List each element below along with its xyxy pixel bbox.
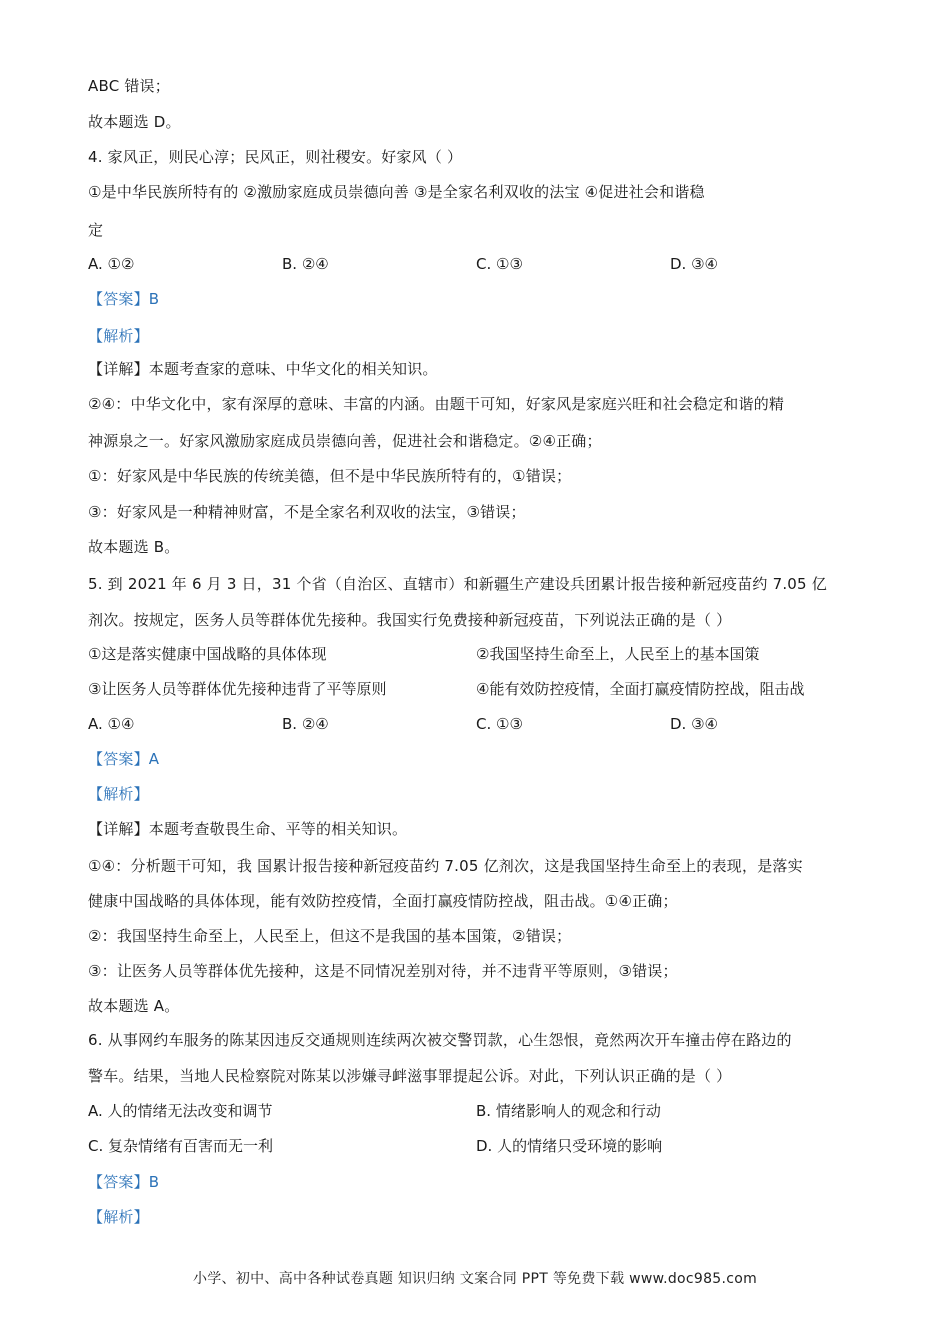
- option-c: C. ①③: [476, 715, 523, 733]
- text-line: ②④：中华文化中，家有深厚的意味、丰富的内涵。由题干可知，好家风是家庭兴旺和社会稳定和谐的精: [88, 395, 785, 413]
- option-b: B. ②④: [282, 715, 329, 733]
- text-line: 定: [88, 221, 104, 239]
- answer-label: 【答案】A: [88, 750, 160, 768]
- option-d: D. ③④: [670, 715, 718, 733]
- option-c: C. 复杂情绪有百害而无一利: [88, 1137, 274, 1155]
- detail-line: 【详解】本题考查敬畏生命、平等的相关知识。: [88, 820, 408, 838]
- text-line: ①：好家风是中华民族的传统美德，但不是中华民族所特有的，①错误；: [88, 467, 572, 485]
- statement-3: ③让医务人员等群体优先接种违背了平等原则: [88, 680, 387, 698]
- text-line: 健康中国战略的具体体现，能有效防控疫情，全面打赢疫情防控战，阻击战。①④正确；: [88, 892, 678, 910]
- text-line: ③：让医务人员等群体优先接种，这是不同情况差别对待，并不违背平等原则，③错误；: [88, 962, 678, 980]
- text-line: 故本题选 A。: [88, 997, 180, 1015]
- option-a: A. ①④: [88, 715, 135, 733]
- text-line: 神源泉之一。好家风激励家庭成员崇德向善，促进社会和谐稳定。②④正确；: [88, 432, 602, 450]
- analysis-label: 【解析】: [88, 327, 149, 345]
- text-line: ABC 错误；: [88, 77, 170, 95]
- question-5-stem: 剂次。按规定，医务人员等群体优先接种。我国实行免费接种新冠疫苗，下列说法正确的是（ ）: [88, 611, 732, 629]
- text-line: ③：好家风是一种精神财富，不是全家名利双收的法宝，③错误；: [88, 503, 526, 521]
- option-d: D. ③④: [670, 255, 718, 273]
- text-line: ①④：分析题干可知，我 国累计报告接种新冠疫苗约 7.05 亿剂次，这是我国坚持生命至上的表现，是落实: [88, 857, 803, 875]
- statement-1: ①这是落实健康中国战略的具体体现: [88, 645, 327, 663]
- option-d: D. 人的情绪只受环境的影响: [476, 1137, 663, 1155]
- option-b: B. 情绪影响人的观念和行动: [476, 1102, 661, 1120]
- statement-4: ④能有效防控疫情，全面打赢疫情防控战，阻击战: [476, 680, 805, 698]
- detail-line: 【详解】本题考查家的意味、中华文化的相关知识。: [88, 360, 438, 378]
- question-4-stem: 4. 家风正，则民心淳；民风正，则社稷安。好家风（ ）: [88, 148, 463, 166]
- analysis-label: 【解析】: [88, 785, 149, 803]
- page-footer: 小学、初中、高中各种试卷真题 知识归纳 文案合同 PPT 等免费下载 www.doc985.com: [192, 1271, 758, 1287]
- text-line: 故本题选 B。: [88, 538, 180, 556]
- option-c: C. ①③: [476, 255, 523, 273]
- statement-2: ②我国坚持生命至上，人民至上的基本国策: [476, 645, 760, 663]
- question-6-stem: 警车。结果，当地人民检察院对陈某以涉嫌寻衅滋事罪提起公诉。对此，下列认识正确的是（ ）: [88, 1067, 732, 1085]
- answer-label: 【答案】B: [88, 1173, 160, 1191]
- answer-label: 【答案】B: [88, 290, 160, 308]
- question-4-statements: ①是中华民族所特有的 ②激励家庭成员崇德向善 ③是全家名利双收的法宝 ④促进社会和谐稳: [88, 183, 705, 201]
- option-b: B. ②④: [282, 255, 329, 273]
- question-6-stem: 6. 从事网约车服务的陈某因违反交通规则连续两次被交警罚款，心生怨恨，竟然两次开车撞击停在路边的: [88, 1031, 792, 1049]
- option-a: A. ①②: [88, 255, 135, 273]
- option-a: A. 人的情绪无法改变和调节: [88, 1102, 273, 1120]
- analysis-label: 【解析】: [88, 1208, 149, 1226]
- question-5-stem: 5. 到 2021 年 6 月 3 日，31 个省（自治区、直辖市）和新疆生产建设兵团累计报告接种新冠疫苗约 7.05 亿: [88, 575, 827, 593]
- text-line: ②：我国坚持生命至上，人民至上，但这不是我国的基本国策，②错误；: [88, 927, 572, 945]
- text-line: 故本题选 D。: [88, 113, 181, 131]
